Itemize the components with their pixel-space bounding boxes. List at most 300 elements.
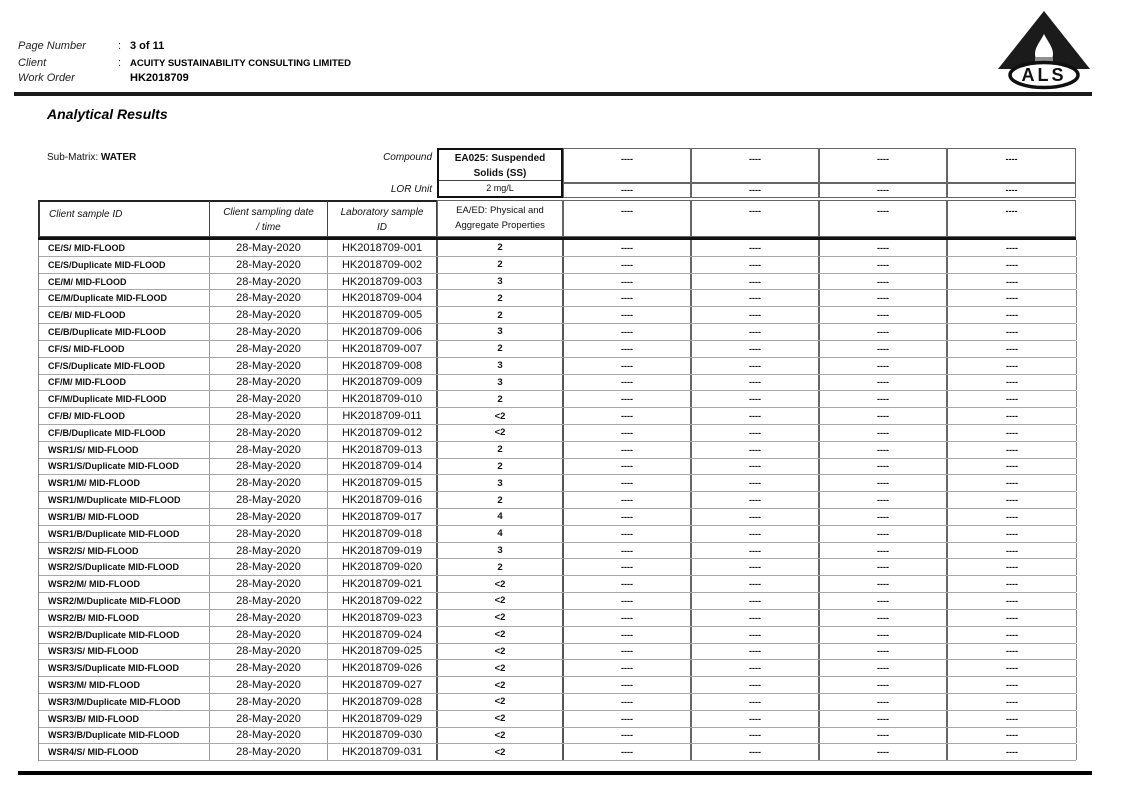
sampling-date: 28-May-2020 xyxy=(210,459,328,475)
result-value: 2 xyxy=(438,459,564,475)
sampling-date: 28-May-2020 xyxy=(210,475,328,491)
table-row xyxy=(39,543,1076,560)
result-placeholder: ---- xyxy=(948,257,1077,273)
table-row xyxy=(39,627,1076,644)
lab-sample-id: HK2018709-026 xyxy=(328,660,438,676)
result-placeholder: ---- xyxy=(692,610,820,626)
result-placeholder: ---- xyxy=(692,543,820,559)
table-row xyxy=(39,341,1076,358)
client-sample-id: CE/M/ MID-FLOOD xyxy=(39,274,210,290)
result-placeholder: ---- xyxy=(820,627,948,643)
result-value: <2 xyxy=(438,425,564,441)
empty-compound-cell: ---- xyxy=(563,148,691,183)
table-row xyxy=(39,408,1076,425)
result-placeholder: ---- xyxy=(820,442,948,458)
result-placeholder: ---- xyxy=(948,459,1077,475)
result-placeholder: ---- xyxy=(692,324,820,340)
result-placeholder: ---- xyxy=(948,442,1077,458)
analyte-lor-unit: 2 mg/L xyxy=(486,183,514,193)
result-value: <2 xyxy=(438,694,564,710)
table-row xyxy=(39,459,1076,476)
result-placeholder: ---- xyxy=(692,358,820,374)
result-placeholder: ---- xyxy=(564,375,692,391)
result-placeholder: ---- xyxy=(692,274,820,290)
sampling-date: 28-May-2020 xyxy=(210,728,328,744)
result-placeholder: ---- xyxy=(820,660,948,676)
sampling-date: 28-May-2020 xyxy=(210,425,328,441)
result-placeholder: ---- xyxy=(948,610,1077,626)
result-placeholder: ---- xyxy=(564,627,692,643)
client-sample-id: WSR2/M/Duplicate MID-FLOOD xyxy=(39,593,210,609)
col-header-sampling-date-line2: / time xyxy=(256,222,281,233)
result-placeholder: ---- xyxy=(948,358,1077,374)
sampling-date: 28-May-2020 xyxy=(210,442,328,458)
sampling-date: 28-May-2020 xyxy=(210,391,328,407)
result-placeholder: ---- xyxy=(820,358,948,374)
lab-sample-id: HK2018709-025 xyxy=(328,644,438,660)
work-order-label: Work Order xyxy=(18,72,75,84)
client-sample-id: CF/B/ MID-FLOOD xyxy=(39,408,210,424)
result-placeholder: ---- xyxy=(564,644,692,660)
result-placeholder: ---- xyxy=(948,559,1077,575)
lab-sample-id: HK2018709-013 xyxy=(328,442,438,458)
sampling-date: 28-May-2020 xyxy=(210,526,328,542)
result-placeholder: ---- xyxy=(692,290,820,306)
result-placeholder: ---- xyxy=(948,593,1077,609)
sampling-date: 28-May-2020 xyxy=(210,408,328,424)
result-placeholder: ---- xyxy=(692,744,820,760)
client-row xyxy=(18,57,438,69)
sampling-date: 28-May-2020 xyxy=(210,660,328,676)
lab-sample-id: HK2018709-008 xyxy=(328,358,438,374)
client-sample-id: WSR1/M/ MID-FLOOD xyxy=(39,475,210,491)
result-placeholder: ---- xyxy=(820,509,948,525)
result-placeholder: ---- xyxy=(564,526,692,542)
lab-sample-id: HK2018709-011 xyxy=(328,408,438,424)
result-placeholder: ---- xyxy=(820,644,948,660)
analyte-name-line1: EA025: Suspended xyxy=(454,153,546,164)
lab-sample-id: HK2018709-002 xyxy=(328,257,438,273)
result-placeholder: ---- xyxy=(692,711,820,727)
client-sample-id: CE/S/ MID-FLOOD xyxy=(39,240,210,256)
result-placeholder: ---- xyxy=(820,391,948,407)
lor-unit-label: LOR Unit xyxy=(390,184,432,195)
result-placeholder: ---- xyxy=(692,240,820,256)
result-placeholder: ---- xyxy=(564,576,692,592)
result-placeholder: ---- xyxy=(564,543,692,559)
result-value: 2 xyxy=(438,341,564,357)
client-sample-id: CF/M/Duplicate MID-FLOOD xyxy=(39,391,210,407)
lab-sample-id: HK2018709-012 xyxy=(328,425,438,441)
result-placeholder: ---- xyxy=(948,307,1077,323)
client-sample-id: WSR1/S/ MID-FLOOD xyxy=(39,442,210,458)
result-placeholder: ---- xyxy=(948,290,1077,306)
lab-sample-id: HK2018709-024 xyxy=(328,627,438,643)
result-placeholder: ---- xyxy=(564,459,692,475)
result-placeholder: ---- xyxy=(692,408,820,424)
work-order-row xyxy=(18,72,438,84)
col-header-sampling-date xyxy=(209,200,327,237)
client-sample-id: CF/S/Duplicate MID-FLOOD xyxy=(39,358,210,374)
sampling-date: 28-May-2020 xyxy=(210,711,328,727)
analyte-method-line2: Aggregate Properties xyxy=(455,219,545,231)
result-placeholder: ---- xyxy=(948,677,1077,693)
client-sample-id: WSR2/B/Duplicate MID-FLOOD xyxy=(39,627,210,643)
result-placeholder: ---- xyxy=(948,408,1077,424)
result-placeholder: ---- xyxy=(948,509,1077,525)
result-placeholder: ---- xyxy=(692,257,820,273)
result-value: 3 xyxy=(438,274,564,290)
client-sample-id: CF/M/ MID-FLOOD xyxy=(39,375,210,391)
result-placeholder: ---- xyxy=(948,475,1077,491)
result-placeholder: ---- xyxy=(948,526,1077,542)
result-placeholder: ---- xyxy=(948,711,1077,727)
lab-sample-id: HK2018709-003 xyxy=(328,274,438,290)
result-placeholder: ---- xyxy=(948,425,1077,441)
client-sample-id: WSR2/S/Duplicate MID-FLOOD xyxy=(39,559,210,575)
result-placeholder: ---- xyxy=(692,492,820,508)
table-row xyxy=(39,391,1076,408)
table-row xyxy=(39,744,1076,761)
table-row xyxy=(39,728,1076,745)
sampling-date: 28-May-2020 xyxy=(210,324,328,340)
page-number-row xyxy=(18,40,438,52)
result-placeholder: ---- xyxy=(564,391,692,407)
result-value: 3 xyxy=(438,375,564,391)
result-value: 4 xyxy=(438,526,564,542)
result-value: 2 xyxy=(438,492,564,508)
result-placeholder: ---- xyxy=(692,526,820,542)
empty-method-cell: ---- xyxy=(819,200,947,237)
sub-matrix-value: WATER xyxy=(100,152,137,163)
lab-sample-id: HK2018709-028 xyxy=(328,694,438,710)
result-placeholder: ---- xyxy=(692,728,820,744)
result-placeholder: ---- xyxy=(948,627,1077,643)
table-row xyxy=(39,257,1076,274)
lab-sample-id: HK2018709-031 xyxy=(328,744,438,760)
lab-sample-id: HK2018709-004 xyxy=(328,290,438,306)
analyte-name xyxy=(439,150,561,181)
client-sample-id: WSR3/B/ MID-FLOOD xyxy=(39,711,210,727)
client-sample-id: CF/B/Duplicate MID-FLOOD xyxy=(39,425,210,441)
result-value: 2 xyxy=(438,442,564,458)
sampling-date: 28-May-2020 xyxy=(210,341,328,357)
result-placeholder: ---- xyxy=(948,375,1077,391)
client-sample-id: CF/S/ MID-FLOOD xyxy=(39,341,210,357)
result-value: 2 xyxy=(438,391,564,407)
result-value: <2 xyxy=(438,576,564,592)
column-header-band xyxy=(38,200,1076,237)
result-placeholder: ---- xyxy=(948,324,1077,340)
empty-compound-cell: ---- xyxy=(947,148,1076,183)
work-order-value: HK2018709 xyxy=(130,72,189,84)
lab-sample-id: HK2018709-023 xyxy=(328,610,438,626)
result-value: 2 xyxy=(438,559,564,575)
lab-sample-id: HK2018709-014 xyxy=(328,459,438,475)
result-placeholder: ---- xyxy=(820,274,948,290)
result-placeholder: ---- xyxy=(564,274,692,290)
empty-method-cell: ---- xyxy=(691,200,819,237)
client-sample-id: CE/B/ MID-FLOOD xyxy=(39,307,210,323)
sampling-date: 28-May-2020 xyxy=(210,576,328,592)
lab-sample-id: HK2018709-006 xyxy=(328,324,438,340)
lab-sample-id: HK2018709-018 xyxy=(328,526,438,542)
result-placeholder: ---- xyxy=(564,290,692,306)
result-placeholder: ---- xyxy=(948,543,1077,559)
result-placeholder: ---- xyxy=(564,744,692,760)
lab-sample-id: HK2018709-017 xyxy=(328,509,438,525)
client-sample-id: WSR2/S/ MID-FLOOD xyxy=(39,543,210,559)
sampling-date: 28-May-2020 xyxy=(210,257,328,273)
result-placeholder: ---- xyxy=(692,644,820,660)
compound-label: Compound xyxy=(383,152,432,163)
result-placeholder: ---- xyxy=(692,694,820,710)
result-placeholder: ---- xyxy=(692,375,820,391)
lab-sample-id: HK2018709-009 xyxy=(328,375,438,391)
result-placeholder: ---- xyxy=(820,526,948,542)
result-placeholder: ---- xyxy=(820,307,948,323)
result-value: 2 xyxy=(438,290,564,306)
lab-sample-id: HK2018709-030 xyxy=(328,728,438,744)
result-placeholder: ---- xyxy=(820,475,948,491)
colon xyxy=(118,72,130,84)
lab-sample-id: HK2018709-020 xyxy=(328,559,438,575)
table-row xyxy=(39,610,1076,627)
compound-header-band xyxy=(437,148,1076,198)
result-placeholder: ---- xyxy=(692,475,820,491)
result-placeholder: ---- xyxy=(820,341,948,357)
table-row xyxy=(39,492,1076,509)
result-placeholder: ---- xyxy=(948,240,1077,256)
result-placeholder: ---- xyxy=(820,543,948,559)
table-row xyxy=(39,660,1076,677)
client-label: Client xyxy=(18,57,47,69)
sampling-date: 28-May-2020 xyxy=(210,559,328,575)
result-value: 2 xyxy=(438,240,564,256)
empty-compound-cell: ---- xyxy=(819,148,947,183)
sampling-date: 28-May-2020 xyxy=(210,610,328,626)
client-sample-id: WSR3/M/Duplicate MID-FLOOD xyxy=(39,694,210,710)
lab-sample-id: HK2018709-015 xyxy=(328,475,438,491)
result-placeholder: ---- xyxy=(564,660,692,676)
col-header-lab-sample-line1: Laboratory sample xyxy=(340,207,424,218)
table-row xyxy=(39,475,1076,492)
section-title: Analytical Results xyxy=(47,106,168,122)
als-logo-text: ALS xyxy=(1021,65,1067,85)
result-placeholder: ---- xyxy=(692,677,820,693)
result-value: <2 xyxy=(438,677,564,693)
sampling-date: 28-May-2020 xyxy=(210,509,328,525)
client-sample-id: CE/S/Duplicate MID-FLOOD xyxy=(39,257,210,273)
client-sample-id: WSR3/S/Duplicate MID-FLOOD xyxy=(39,660,210,676)
result-placeholder: ---- xyxy=(564,711,692,727)
result-placeholder: ---- xyxy=(692,307,820,323)
result-placeholder: ---- xyxy=(820,459,948,475)
result-placeholder: ---- xyxy=(820,492,948,508)
result-value: <2 xyxy=(438,644,564,660)
table-row xyxy=(39,526,1076,543)
col-header-sampling-date-line1: Client sampling date xyxy=(223,207,314,218)
result-placeholder: ---- xyxy=(564,425,692,441)
result-placeholder: ---- xyxy=(564,341,692,357)
result-placeholder: ---- xyxy=(564,509,692,525)
result-value: 3 xyxy=(438,475,564,491)
lab-sample-id: HK2018709-021 xyxy=(328,576,438,592)
result-placeholder: ---- xyxy=(564,475,692,491)
table-row xyxy=(39,593,1076,610)
result-placeholder: ---- xyxy=(820,324,948,340)
page-number-label: Page Number xyxy=(18,40,86,52)
client-value: ACUITY SUSTAINABILITY CONSULTING LIMITED xyxy=(130,58,351,69)
empty-lor-cell: ---- xyxy=(819,183,947,198)
result-placeholder: ---- xyxy=(692,442,820,458)
client-sample-id: WSR1/M/Duplicate MID-FLOOD xyxy=(39,492,210,508)
result-value: <2 xyxy=(438,408,564,424)
result-placeholder: ---- xyxy=(564,442,692,458)
result-placeholder: ---- xyxy=(564,408,692,424)
result-placeholder: ---- xyxy=(564,257,692,273)
sampling-date: 28-May-2020 xyxy=(210,375,328,391)
analyte-method-line1: EA/ED: Physical and xyxy=(456,205,544,216)
lab-sample-id: HK2018709-010 xyxy=(328,391,438,407)
col-header-lab-sample-id xyxy=(327,200,437,237)
table-row xyxy=(39,694,1076,711)
table-row xyxy=(39,711,1076,728)
result-placeholder: ---- xyxy=(692,425,820,441)
client-sample-id: WSR4/S/ MID-FLOOD xyxy=(39,744,210,760)
result-placeholder: ---- xyxy=(948,274,1077,290)
lab-sample-id: HK2018709-019 xyxy=(328,543,438,559)
table-row xyxy=(39,290,1076,307)
result-placeholder: ---- xyxy=(948,391,1077,407)
result-placeholder: ---- xyxy=(564,559,692,575)
sampling-date: 28-May-2020 xyxy=(210,644,328,660)
client-sample-id: WSR3/B/Duplicate MID-FLOOD xyxy=(39,728,210,744)
result-placeholder: ---- xyxy=(820,744,948,760)
result-placeholder: ---- xyxy=(820,728,948,744)
client-sample-id: CE/M/Duplicate MID-FLOOD xyxy=(39,290,210,306)
table-row xyxy=(39,559,1076,576)
client-sample-id: WSR1/S/Duplicate MID-FLOOD xyxy=(39,459,210,475)
result-value: <2 xyxy=(438,593,564,609)
result-placeholder: ---- xyxy=(820,694,948,710)
result-placeholder: ---- xyxy=(692,660,820,676)
result-placeholder: ---- xyxy=(692,559,820,575)
result-placeholder: ---- xyxy=(948,694,1077,710)
empty-method-cell: ---- xyxy=(563,200,691,237)
result-value: 4 xyxy=(438,509,564,525)
result-placeholder: ---- xyxy=(820,408,948,424)
result-placeholder: ---- xyxy=(820,290,948,306)
sampling-date: 28-May-2020 xyxy=(210,543,328,559)
client-sample-id: WSR2/B/ MID-FLOOD xyxy=(39,610,210,626)
result-placeholder: ---- xyxy=(820,257,948,273)
table-row xyxy=(39,358,1076,375)
empty-compound-cell: ---- xyxy=(691,148,819,183)
empty-lor-cell: ---- xyxy=(947,183,1076,198)
result-placeholder: ---- xyxy=(820,240,948,256)
result-value: <2 xyxy=(438,728,564,744)
result-placeholder: ---- xyxy=(564,728,692,744)
result-placeholder: ---- xyxy=(564,610,692,626)
sampling-date: 28-May-2020 xyxy=(210,358,328,374)
sampling-date: 28-May-2020 xyxy=(210,240,328,256)
result-placeholder: ---- xyxy=(820,610,948,626)
sampling-date: 28-May-2020 xyxy=(210,627,328,643)
result-placeholder: ---- xyxy=(948,341,1077,357)
sampling-date: 28-May-2020 xyxy=(210,694,328,710)
sampling-date: 28-May-2020 xyxy=(210,677,328,693)
result-placeholder: ---- xyxy=(564,492,692,508)
client-sample-id: CE/B/Duplicate MID-FLOOD xyxy=(39,324,210,340)
lab-sample-id: HK2018709-027 xyxy=(328,677,438,693)
result-placeholder: ---- xyxy=(820,375,948,391)
table-row xyxy=(39,509,1076,526)
table-row xyxy=(39,677,1076,694)
header-divider xyxy=(14,92,1092,96)
empty-lor-cell: ---- xyxy=(691,183,819,198)
als-logo-icon xyxy=(993,10,1095,90)
result-placeholder: ---- xyxy=(820,576,948,592)
lab-sample-id: HK2018709-016 xyxy=(328,492,438,508)
sampling-date: 28-May-2020 xyxy=(210,593,328,609)
sub-matrix-label: Sub-Matrix: xyxy=(47,152,99,163)
table-row xyxy=(39,240,1076,257)
table-row xyxy=(39,274,1076,291)
result-placeholder: ---- xyxy=(948,492,1077,508)
lab-sample-id: HK2018709-005 xyxy=(328,307,438,323)
table-row xyxy=(39,644,1076,661)
client-sample-id: WSR3/S/ MID-FLOOD xyxy=(39,644,210,660)
client-sample-id: WSR1/B/ MID-FLOOD xyxy=(39,509,210,525)
result-value: <2 xyxy=(438,744,564,760)
result-placeholder: ---- xyxy=(948,660,1077,676)
result-placeholder: ---- xyxy=(692,391,820,407)
result-placeholder: ---- xyxy=(948,644,1077,660)
table-row xyxy=(39,576,1076,593)
sampling-date: 28-May-2020 xyxy=(210,744,328,760)
col-header-client-sample-id: Client sample ID xyxy=(38,200,209,237)
result-value: <2 xyxy=(438,627,564,643)
result-placeholder: ---- xyxy=(564,677,692,693)
result-placeholder: ---- xyxy=(948,576,1077,592)
page-number-value: 3 of 11 xyxy=(130,40,165,52)
result-value: 3 xyxy=(438,324,564,340)
sub-matrix xyxy=(47,152,136,163)
colon: : xyxy=(118,57,122,69)
result-value: 2 xyxy=(438,307,564,323)
result-placeholder: ---- xyxy=(820,559,948,575)
lab-sample-id: HK2018709-007 xyxy=(328,341,438,357)
table-row xyxy=(39,425,1076,442)
result-placeholder: ---- xyxy=(564,694,692,710)
result-placeholder: ---- xyxy=(564,324,692,340)
table-row xyxy=(39,324,1076,341)
table-row xyxy=(39,442,1076,459)
result-placeholder: ---- xyxy=(692,593,820,609)
result-placeholder: ---- xyxy=(692,459,820,475)
page-footer-rule xyxy=(18,771,1092,775)
result-placeholder: ---- xyxy=(692,509,820,525)
table-body xyxy=(38,240,1076,761)
empty-lor-cell: ---- xyxy=(563,183,691,198)
result-placeholder: ---- xyxy=(692,341,820,357)
lab-sample-id: HK2018709-029 xyxy=(328,711,438,727)
sampling-date: 28-May-2020 xyxy=(210,307,328,323)
result-placeholder: ---- xyxy=(948,744,1077,760)
analyte-header xyxy=(437,148,563,198)
sampling-date: 28-May-2020 xyxy=(210,274,328,290)
